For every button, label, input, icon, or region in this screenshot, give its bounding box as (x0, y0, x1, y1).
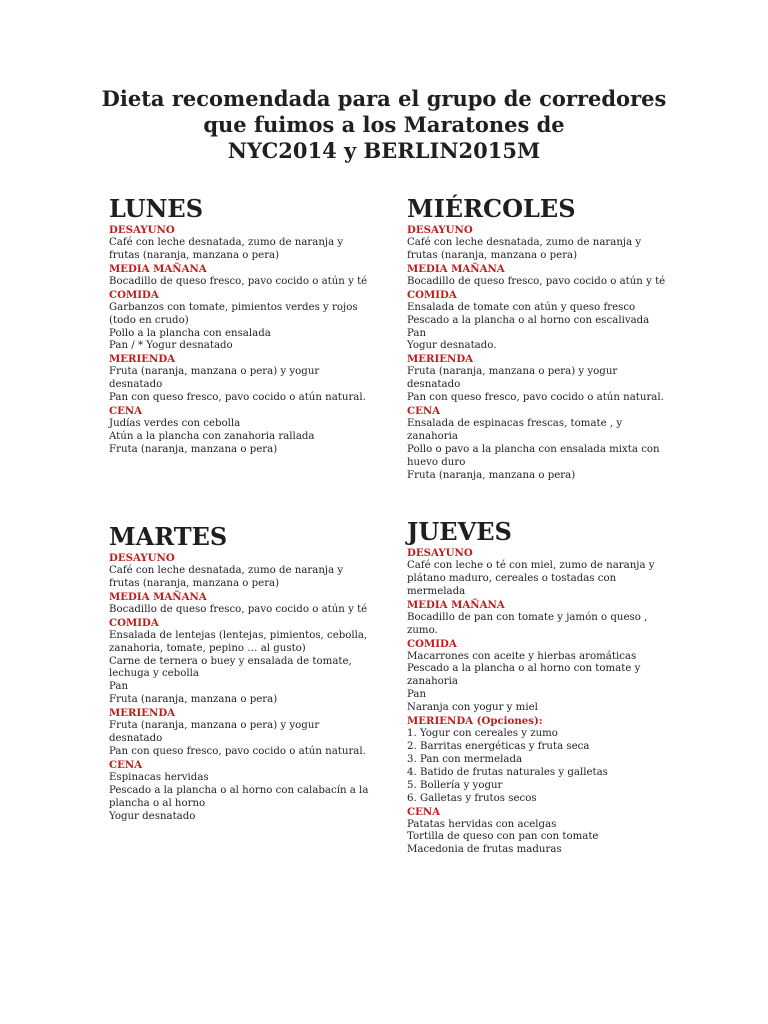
document-title (0, 86, 768, 164)
section-title: COMIDA (109, 288, 159, 301)
menu-line: Pan con queso fresco, pavo cocido o atún natural. (407, 392, 664, 404)
menu-line: Macedonia de frutas maduras (407, 844, 562, 856)
day-title-jueves: JUEVES (407, 517, 512, 546)
menu-line: Pescado a la plancha o al horno con escalivada (407, 314, 650, 326)
section-title: MEDIA MAÑANA (407, 262, 505, 275)
day-title-miercoles: MIÉRCOLES (407, 194, 576, 223)
section-title: MEDIA MAÑANA (109, 590, 207, 603)
menu-line: frutas (naranja, manzana o pera) (407, 249, 578, 261)
menu-line: Café con leche desnatada, zumo de naranja y (109, 565, 344, 576)
menu-line: Pan con queso fresco, pavo cocido o atún natural. (109, 392, 366, 404)
menu-line: zanahoria (407, 430, 458, 442)
section-media-manana (407, 263, 707, 289)
section-title: MERIENDA (109, 353, 176, 366)
section-cena (407, 806, 707, 858)
section-title: MEDIA MAÑANA (407, 598, 505, 611)
menu-line: lechuga y cebolla (109, 668, 199, 680)
menu-line: zanahoria, tomate, pepino … al gusto) (109, 642, 306, 654)
menu-line: Espinacas hervidas (109, 771, 209, 783)
section-title: MERIENDA (Opciones): (407, 715, 543, 728)
menu-line: Carne de ternera o buey y ensalada de tomate, (109, 655, 352, 667)
section-media-manana (109, 591, 409, 617)
menu-line: Pescado a la plancha o al horno con tomate y (407, 663, 641, 675)
menu-line: Pan (109, 681, 129, 693)
section-merienda (109, 707, 409, 759)
menu-line: 4. Batido de frutas naturales y galletas (407, 766, 608, 778)
menu-line: Judías verdes con cebolla (109, 418, 241, 430)
section-desayuno (407, 547, 707, 599)
menu-line: Patatas hervidas con acelgas (407, 818, 557, 830)
menu-line: Atún a la plancha con zanahoria rallada (109, 430, 315, 442)
title-line-3: NYC2014 y BERLIN2015M (227, 138, 541, 163)
menu-line: Pan (407, 327, 427, 339)
menu-line: Tortilla de queso con pan con tomate (407, 831, 599, 843)
menu-line: Yogur desnatado. (407, 340, 497, 352)
menu-line: Pan (407, 689, 427, 701)
menu-line: Naranja con yogur y miel (407, 702, 538, 714)
title-line-1: Dieta recomendada para el grupo de corredores (101, 86, 667, 111)
menu-line: zumo. (407, 624, 438, 636)
menu-line: frutas (naranja, manzana o pera) (109, 577, 280, 589)
menu-line: Fruta (naranja, manzana o pera) y yogur (109, 366, 320, 378)
menu-line: Bocadillo de queso fresco, pavo cocido o atún y té (407, 275, 666, 287)
menu-line: Pollo o pavo a la plancha con ensalada mixta con (407, 443, 660, 455)
section-title: COMIDA (109, 616, 159, 629)
menu-line: plátano maduro, cereales o tostadas con (407, 572, 617, 584)
menu-line: (todo en crudo) (109, 314, 189, 326)
menu-line: Bocadillo de pan con tomate y jamón o queso , (407, 611, 648, 623)
section-title: MERIENDA (109, 707, 176, 720)
section-desayuno (407, 224, 707, 263)
menu-line: 6. Galletas y frutos secos (407, 792, 537, 804)
section-merienda (407, 353, 707, 405)
menu-line: frutas (naranja, manzana o pera) (109, 249, 280, 261)
day-martes (109, 523, 409, 824)
menu-line: Pan con queso fresco, pavo cocido o atún natural. (109, 745, 366, 757)
menu-line: desnatado (407, 379, 461, 391)
day-title-lunes: LUNES (109, 194, 204, 223)
menu-line: Pollo a la plancha con ensalada (109, 327, 271, 339)
section-title: CENA (407, 405, 441, 418)
section-comida (109, 289, 409, 354)
section-desayuno (109, 224, 409, 263)
menu-line: Ensalada de lentejas (lentejas, pimientos, cebolla, (109, 629, 368, 641)
menu-line: Café con leche desnatada, zumo de naranja y (407, 237, 642, 248)
day-jueves (407, 518, 707, 857)
section-desayuno (109, 552, 409, 591)
menu-line: Café con leche desnatada, zumo de naranja y (109, 237, 344, 248)
section-title: CENA (109, 405, 143, 418)
menu-line: Fruta (naranja, manzana o pera) (407, 469, 576, 481)
menu-line: Fruta (naranja, manzana o pera) (109, 443, 278, 455)
menu-line: zanahoria (407, 676, 458, 688)
section-title: MEDIA MAÑANA (109, 262, 207, 275)
menu-line: 1. Yogur con cereales y zumo (407, 728, 558, 740)
day-title-martes: MARTES (109, 522, 228, 551)
section-comida (407, 289, 707, 354)
menu-line: Bocadillo de queso fresco, pavo cocido o atún y té (109, 275, 368, 287)
menu-line: Macarrones con aceite y hierbas aromáticas (407, 650, 637, 662)
menu-line: Café con leche o té con miel, zumo de naranja y (407, 560, 655, 571)
menu-line: 2. Barritas energéticas y fruta seca (407, 740, 590, 752)
section-title: DESAYUNO (109, 224, 175, 236)
menu-line: Bocadillo de queso fresco, pavo cocido o atún y té (109, 603, 368, 615)
menu-line: Fruta (naranja, manzana o pera) y yogur (109, 720, 320, 732)
section-merienda (407, 715, 707, 805)
section-cena (109, 759, 409, 824)
menu-line: mermelada (407, 585, 466, 597)
menu-line: Fruta (naranja, manzana o pera) y yogur (407, 366, 618, 378)
menu-line: plancha o al horno (109, 797, 206, 809)
menu-line: desnatado (109, 379, 163, 391)
section-title: MERIENDA (407, 353, 474, 366)
section-media-manana (109, 263, 409, 289)
day-lunes (109, 195, 409, 457)
day-miercoles (407, 195, 707, 483)
section-title: COMIDA (407, 288, 457, 301)
section-title: DESAYUNO (407, 547, 473, 559)
section-title: CENA (407, 805, 441, 818)
section-title: DESAYUNO (109, 552, 175, 564)
menu-line: Fruta (naranja, manzana o pera) (109, 694, 278, 706)
menu-line: 5. Bollería y yogur (407, 779, 503, 791)
section-title: CENA (109, 758, 143, 771)
section-comida (109, 617, 409, 707)
section-merienda (109, 353, 409, 405)
menu-line: huevo duro (407, 456, 466, 468)
menu-line: desnatado (109, 733, 163, 745)
menu-line: Garbanzos con tomate, pimientos verdes y rojos (109, 301, 358, 313)
section-title: COMIDA (407, 637, 457, 650)
menu-line: Pan / * Yogur desnatado (109, 340, 233, 352)
section-cena (407, 405, 707, 483)
menu-line: Pescado a la plancha o al horno con calabacín a la (109, 784, 369, 796)
section-cena (109, 405, 409, 457)
section-title: DESAYUNO (407, 224, 473, 236)
section-comida (407, 638, 707, 716)
menu-line: 3. Pan con mermelada (407, 753, 523, 765)
menu-line: Ensalada de espinacas frescas, tomate , y (407, 418, 623, 430)
section-media-manana (407, 599, 707, 638)
menu-line: Yogur desnatado (109, 810, 196, 822)
menu-line: Ensalada de tomate con atún y queso fresco (407, 301, 636, 313)
title-line-2: que fuimos a los Maratones de (203, 112, 565, 137)
